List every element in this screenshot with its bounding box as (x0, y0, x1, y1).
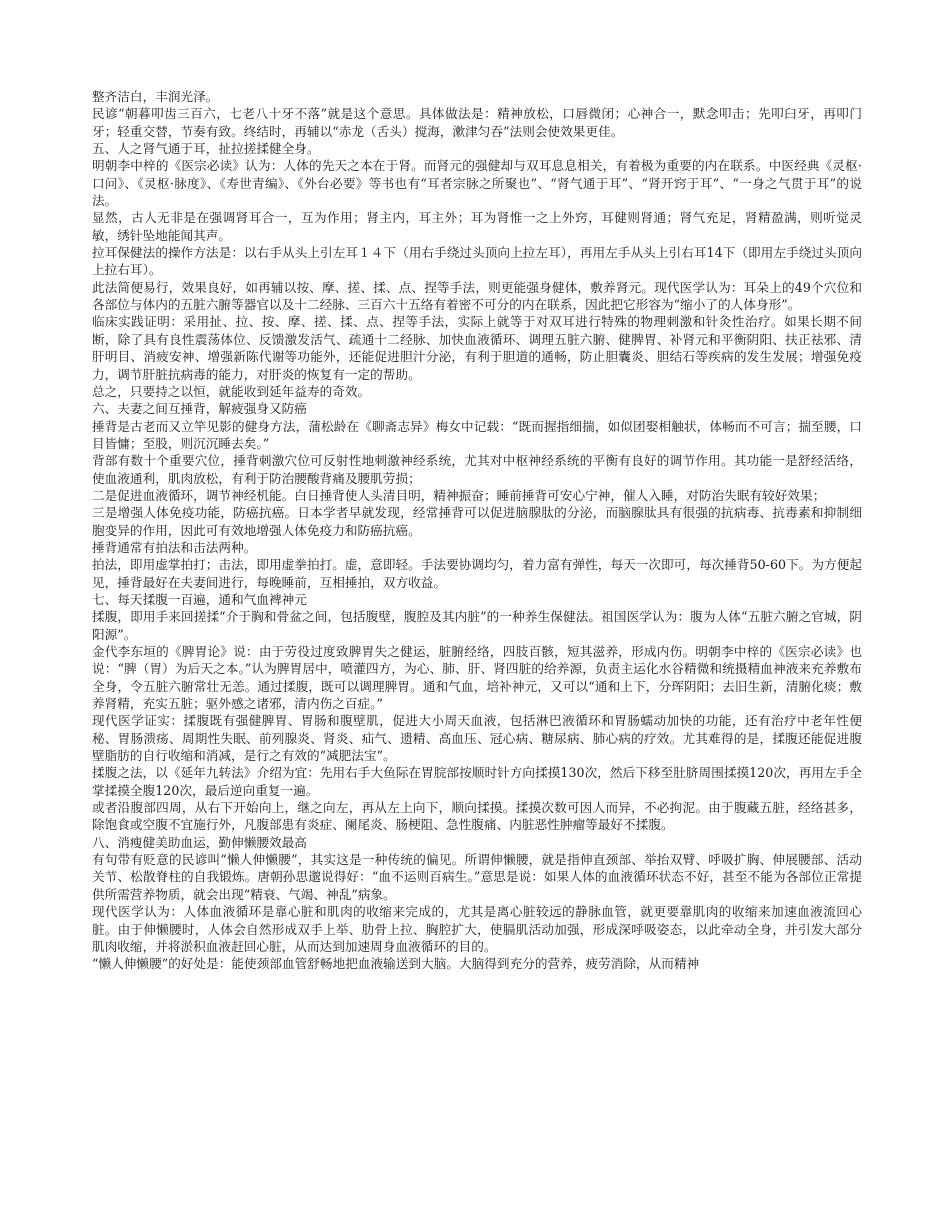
paragraph: 此法简便易行，效果良好，如再辅以按、摩、搓、揉、点、捏等手法，则更能强身健体，敷养肾元。现代医学认为：耳朵上的49个穴位和各部位与体内的五脏六腑等器官以及十二经脉、三百六十五络有着密不可分的内在联系，因此把它形容为“缩小了的人体身形”。 (92, 279, 862, 313)
paragraph: 背部有数十个重要穴位，捶背刺激穴位可反射性地刺激神经系统，尤其对中枢神经系统的平衡有良好的调节作用。其功能一是舒经活络，使血液通利，肌肉放松，有利于防治腰酸背痛及腰肌劳损； (92, 453, 862, 486)
paragraph: “懒人伸懒腰”的好处是：能使颈部血管舒畅地把血液输送到大脑。大脑得到充分的营养，疲劳消除，从而精神 (92, 956, 700, 972)
paragraph: 现代医学证实：揉腹既有强健脾胃、胃肠和腹壁肌，促进大小周天血液，包括淋巴液循环和胃肠蠕动加快的功能，还有治疗中老年性便秘、胃肠溃疡、周期性失眠、前列腺炎、肾炎、疝气、遗精、高血压、冠心病、糖尿病、肺心病的疗效。尤其难得的是，揉腹还能促进腹壁脂肪的自行收缩和消减，是行之有效的“减肥法宝”。 (92, 713, 862, 764)
paragraph: 捶背通常有拍法和击法两种。 (92, 539, 257, 555)
paragraph: 明朝李中梓的《医宗必读》认为：人体的先天之本在于肾。而肾元的强健却与双耳息息相关，有着极为重要的内在联系。中医经典《灵枢·口问》、《灵枢·脉度》、《寿世青编》、《外台必要》等书也有“耳者宗脉之所聚也”、“肾气通于耳”、“肾开窍于耳”、“一身之气贯于耳”的说法。 (92, 158, 862, 209)
paragraph: 临床实践证明：采用扯、拉、按、摩、搓、揉、点、捏等手法，实际上就等于对双耳进行特殊的物理刺激和针灸性治疗。如果长期不间断，除了具有良性震荡体位、反馈激发活气、疏通十二经脉、加快血液循环、调理五脏六腑、健脾胃、补肾元和平衡阴阳、扶正祛邪、清肝明目、消疲安神、增强新陈代谢等功能外，还能促进胆汁分泌，有利于胆道的通畅，防止胆囊炎、胆结石等疾病的发生发展；增强免疫力，调节肝脏抗病毒的能力，对肝炎的恢复有一定的帮助。 (92, 314, 862, 382)
paragraph: 金代李东垣的《脾胃论》说：由于劳役过度致脾胃失之健运，脏腑经络，四肢百骸，短其滋养，形成内伤。明朝李中梓的《医宗必读》也说：“脾（胃）为后天之本。”认为脾胃居中，喷灌四方，为心、肺、肝、肾四脏的给养源，负责主运化水谷精微和统摄精血神液来充养敷布全身，令五脏六腑常壮无恙。通过揉腹，既可以调理脾胃。通和气血，培补神元，又可以“通和上下，分珲阴阳；去旧生新，清腑化痰；敷养肾精，充实五脏；驱外感之诸邪，清内伤之百症。” (92, 644, 862, 712)
paragraph: 或者沿腹部四周，从右下开始向上，继之向左，再从左上向下，顺向揉摸。揉摸次数可因人而异，不必拘泥。由于腹藏五脏，经络甚多，除饱食或空腹不宜施行外，凡腹部患有炎症、阑尾炎、肠梗阻、急性腹痛、内脏恶性肿瘤等最好不揉腹。 (92, 800, 862, 833)
paragraph: 现代医学认为：人体血液循环是靠心脏和肌肉的收缩来完成的，尤其是离心脏较远的静脉血管，就更要靠肌肉的收缩来加速血液流回心脏。由于伸懒腰时，人体会自然形成双手上举、肋骨上拉、胸腔扩大，使膈肌活动加强，形成深呼吸姿态，以此牵动全身，并引发大部分肌肉收缩，并将淤积血液赶回心脏，从而达到加速周身血液循环的目的。 (92, 904, 862, 954)
paragraph: 整齐洁白，丰润光泽。 (92, 89, 219, 104)
section-heading: 八、消瘦健美助血运，勤伸懒腰效最高 (92, 834, 307, 850)
paragraph: 揉腹之法，以《延年九转法》介绍为宜：先用右手大鱼际在胃脘部按顺时针方向揉摸130次，然后下移至肚脐周围揉摸120次，再用左手全掌揉摸全腹120次，最后逆向重复一遍。 (92, 765, 862, 798)
document-page (92, 88, 862, 973)
paragraph: 拉耳保健法的操作方法是：以右手从头上引左耳１４下（用右手绕过头顶向上拉左耳），再用左手从头上引右耳14下（即用左手绕过头顶向上拉右耳）。 (92, 245, 862, 278)
section-heading: 七、每天揉腹一百遍，通和气血裨神元 (92, 591, 307, 607)
paragraph: 总之，只要持之以恒，就能收到延年益寿的奇效。 (92, 383, 371, 399)
paragraph: 捶背是古老而又立竿见影的健身方法，蒲松龄在《聊斋志异》梅女中记载：“既而握指细揣，如似团娶相触状，体畅而不可言；揣至腰，口目皆慵；至股，则沉沉睡去矣。” (92, 418, 862, 451)
paragraph: 三是增强人体免疫功能，防癌抗癌。日本学者早就发现，经常捶背可以促进脑腺肽的分泌，而脑腺肽具有很强的抗病毒、抗毒素和抑制细胞变异的作用，因此可有效地增强人体免疫力和防癌抗癌。 (92, 505, 862, 538)
paragraph: 二是促进血液循环，调节神经机能。白日捶背使人头清目明，精神振奋；睡前捶背可安心宁神，催人入睡，对防治失眠有较好效果； (92, 487, 826, 503)
paragraph: 民谚“朝暮叩齿三百六，七老八十牙不落”就是这个意思。具体做法是：精神放松，口唇微闭；心神合一，默念叩击；先叩臼牙，再叩门牙；轻重交替，节奏有致。终结时，再辅以“赤龙（舌头）搅海，漱津匀吞”法则会使效果更佳。 (92, 106, 862, 139)
section-heading: 五、人之肾气通于耳，扯拉搓揉健全身。 (92, 141, 320, 157)
paragraph: 显然，古人无非是在强调肾耳合一，互为作用；肾主内，耳主外；耳为肾惟一之上外窍，耳健则肾通；肾气充足，肾精盈满，则听觉灵敏，绣针坠地能闻其声。 (92, 210, 862, 243)
paragraph: 有句带有贬意的民谚叫“懒人伸懒腰”，其实这是一种传统的偏见。所谓伸懒腰，就是指伸直颈部、举抬双臂、呼吸扩胸、伸展腰部、活动关节、松散脊柱的自我锻炼。唐朝孙思邈说得好：“血不运则百病生。”意思是说：如果人体的血液循环状态不好，甚至不能为各部位正常提供所需营养物质，就会出现“精衰、气竭、神乱”病象。 (92, 852, 862, 902)
paragraph: 拍法，即用虚掌拍打；击法，即用虚拳拍打。虚，意即轻。手法要协调均匀，着力富有弹性，每天一次即可，每次捶背50-60下。为方便起见，捶背最好在夫妻间进行，每晚睡前，互相捶拍，双方收益。 (92, 557, 862, 590)
paragraph: 揉腹，即用手来回搓揉“介于胸和骨盆之间，包括腹壁，腹腔及其内脏”的一种养生保健法。祖国医学认为：腹为人体“五脏六腑之官城，阴阳源”。 (92, 609, 862, 642)
section-heading: 六、夫妻之间互捶背，解疲强身又防癌 (92, 401, 307, 417)
